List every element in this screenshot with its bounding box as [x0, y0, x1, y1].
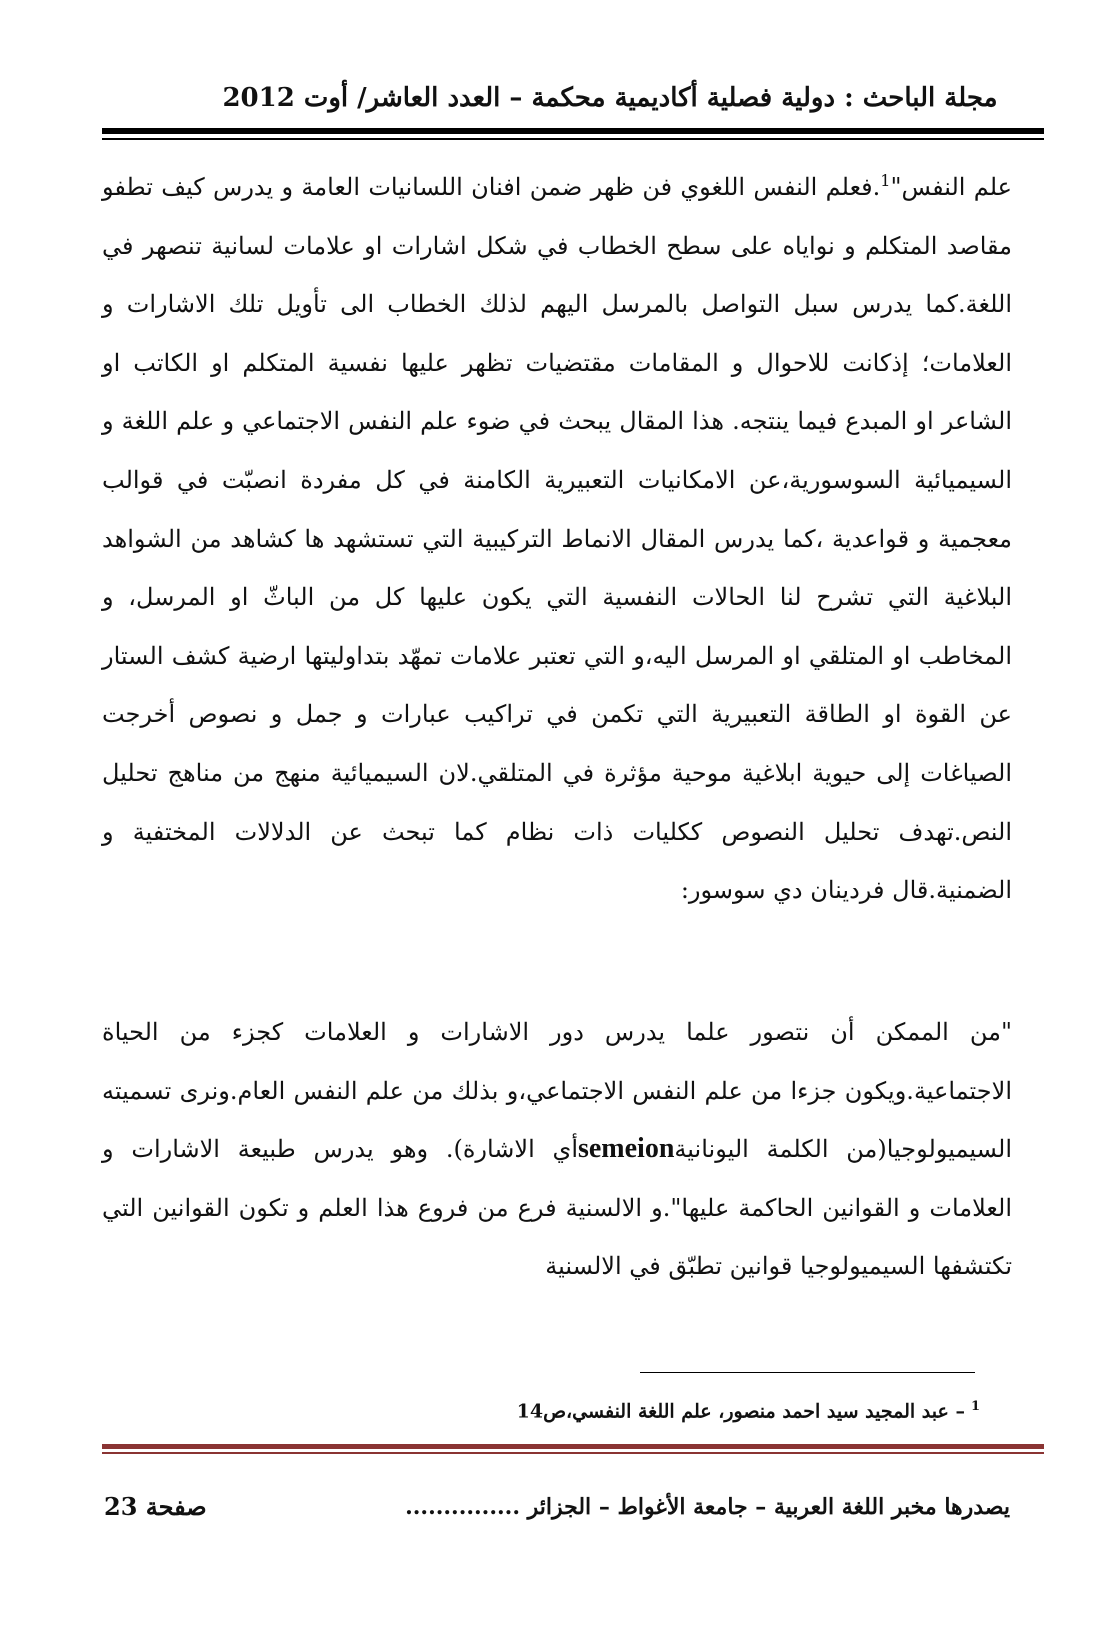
footnote-marker: 1: [970, 1399, 980, 1414]
footer-publisher: يصدرها مخبر اللغة العربية – جامعة الأغواط – الجزائر ...............: [405, 1494, 1010, 1520]
latin-term-semeion: semeion: [577, 1133, 675, 1165]
journal-header-title: مجلة الباحث : دولية فصلية أكاديمية محكمة – العدد العاشر/ أوت 2012: [222, 83, 998, 113]
footer-rule-thick: [102, 1444, 1044, 1449]
paragraph-1-text: .فعلم النفس اللغوي فن ظهر ضمن افنان اللسانيات العامة و يدرس كيف تطفو مقاصد المتكلم و نواياه على سطح الخطاب في شكل اشارات او علامات لسانية تنصهر في اللغة.كما يدرس سبل التواصل بالمرسل اليهم لذلك الخطاب الى تأويل تلك الاشارات و العلامات؛ إذكانت للاحوال و المقامات مقتضيات تظهر عليها نفسية المتكلم او الكاتب او الشاعر او المبدع فيما ينتجه. هذا المقال يبحث في ضوء علم النفس الاجتماعي و علم اللغة و السيميائية السوسورية،عن الامكانيات التعبيرية الكامنة في كل مفردة انصبّت في قوالب معجمية و قواعدية ،كما يدرس المقال الانماط التركيبية التي تستشهد ها كشاهد من الشواهد البلاغية التي تشرح لنا الحالات النفسية التي يكون عليها كل من الباثّ او المرسل، و المخاطب او المتلقي او المرسل اليه،و التي تعتبر علامات تمهّد بتداوليتها ارضية كشف الستار عن القوة او الطاقة التعبيرية التي تكمن في تراكيب عبارات و جمل و نصوص أخرجت الصياغات إلى حيوية ابلاغية موحية مؤثرة في المتلقي.لان السيميائية منهج من مناهج تحليل النص.تهدف تحليل النصوص ككليات ذات نظام كما تبحث عن الدلالات المختفية و الضمنية.قال فردينان دي سوسور:: [102, 173, 1013, 905]
body-paragraph-1: [102, 158, 1012, 920]
paragraph-2-text-end: أي الاشارة). وهو يدرس طبيعة الاشارات و العلامات و القوانين الحاكمة عليها".و الالسنية فرع من فروع هذا العلم و تكون القوانين التي تكتشفها السيميولوجيا قوانين تطبّق في الالسنية: [102, 1135, 1012, 1281]
footnote: [380, 1392, 980, 1426]
footnote-text: – عبد المجيد سيد احمد منصور، علم اللغة النفسي،ص14: [516, 1400, 965, 1423]
page-number: صفحة 23: [104, 1492, 207, 1521]
header-rule-thick: [102, 128, 1044, 134]
footnote-separator: [640, 1372, 975, 1373]
body-paragraph-2: [102, 1003, 1012, 1296]
header-rule-thin: [102, 138, 1044, 140]
paragraph-1-opening: علم النفس": [890, 173, 1012, 201]
paragraph-2-text-start: "من الممكن أن نتصور علما يدرس دور الاشارات و العلامات كجزء من الحياة الاجتماعية.ويكون جزءا من علم النفس الاجتماعي،و بذلك من علم النفس العام.ونرى تسميته السيميولوجيا(من الكلمة اليونانية: [102, 1018, 1012, 1164]
footer-rule-thin: [102, 1452, 1044, 1454]
footnote-reference[interactable]: 1: [880, 171, 891, 190]
